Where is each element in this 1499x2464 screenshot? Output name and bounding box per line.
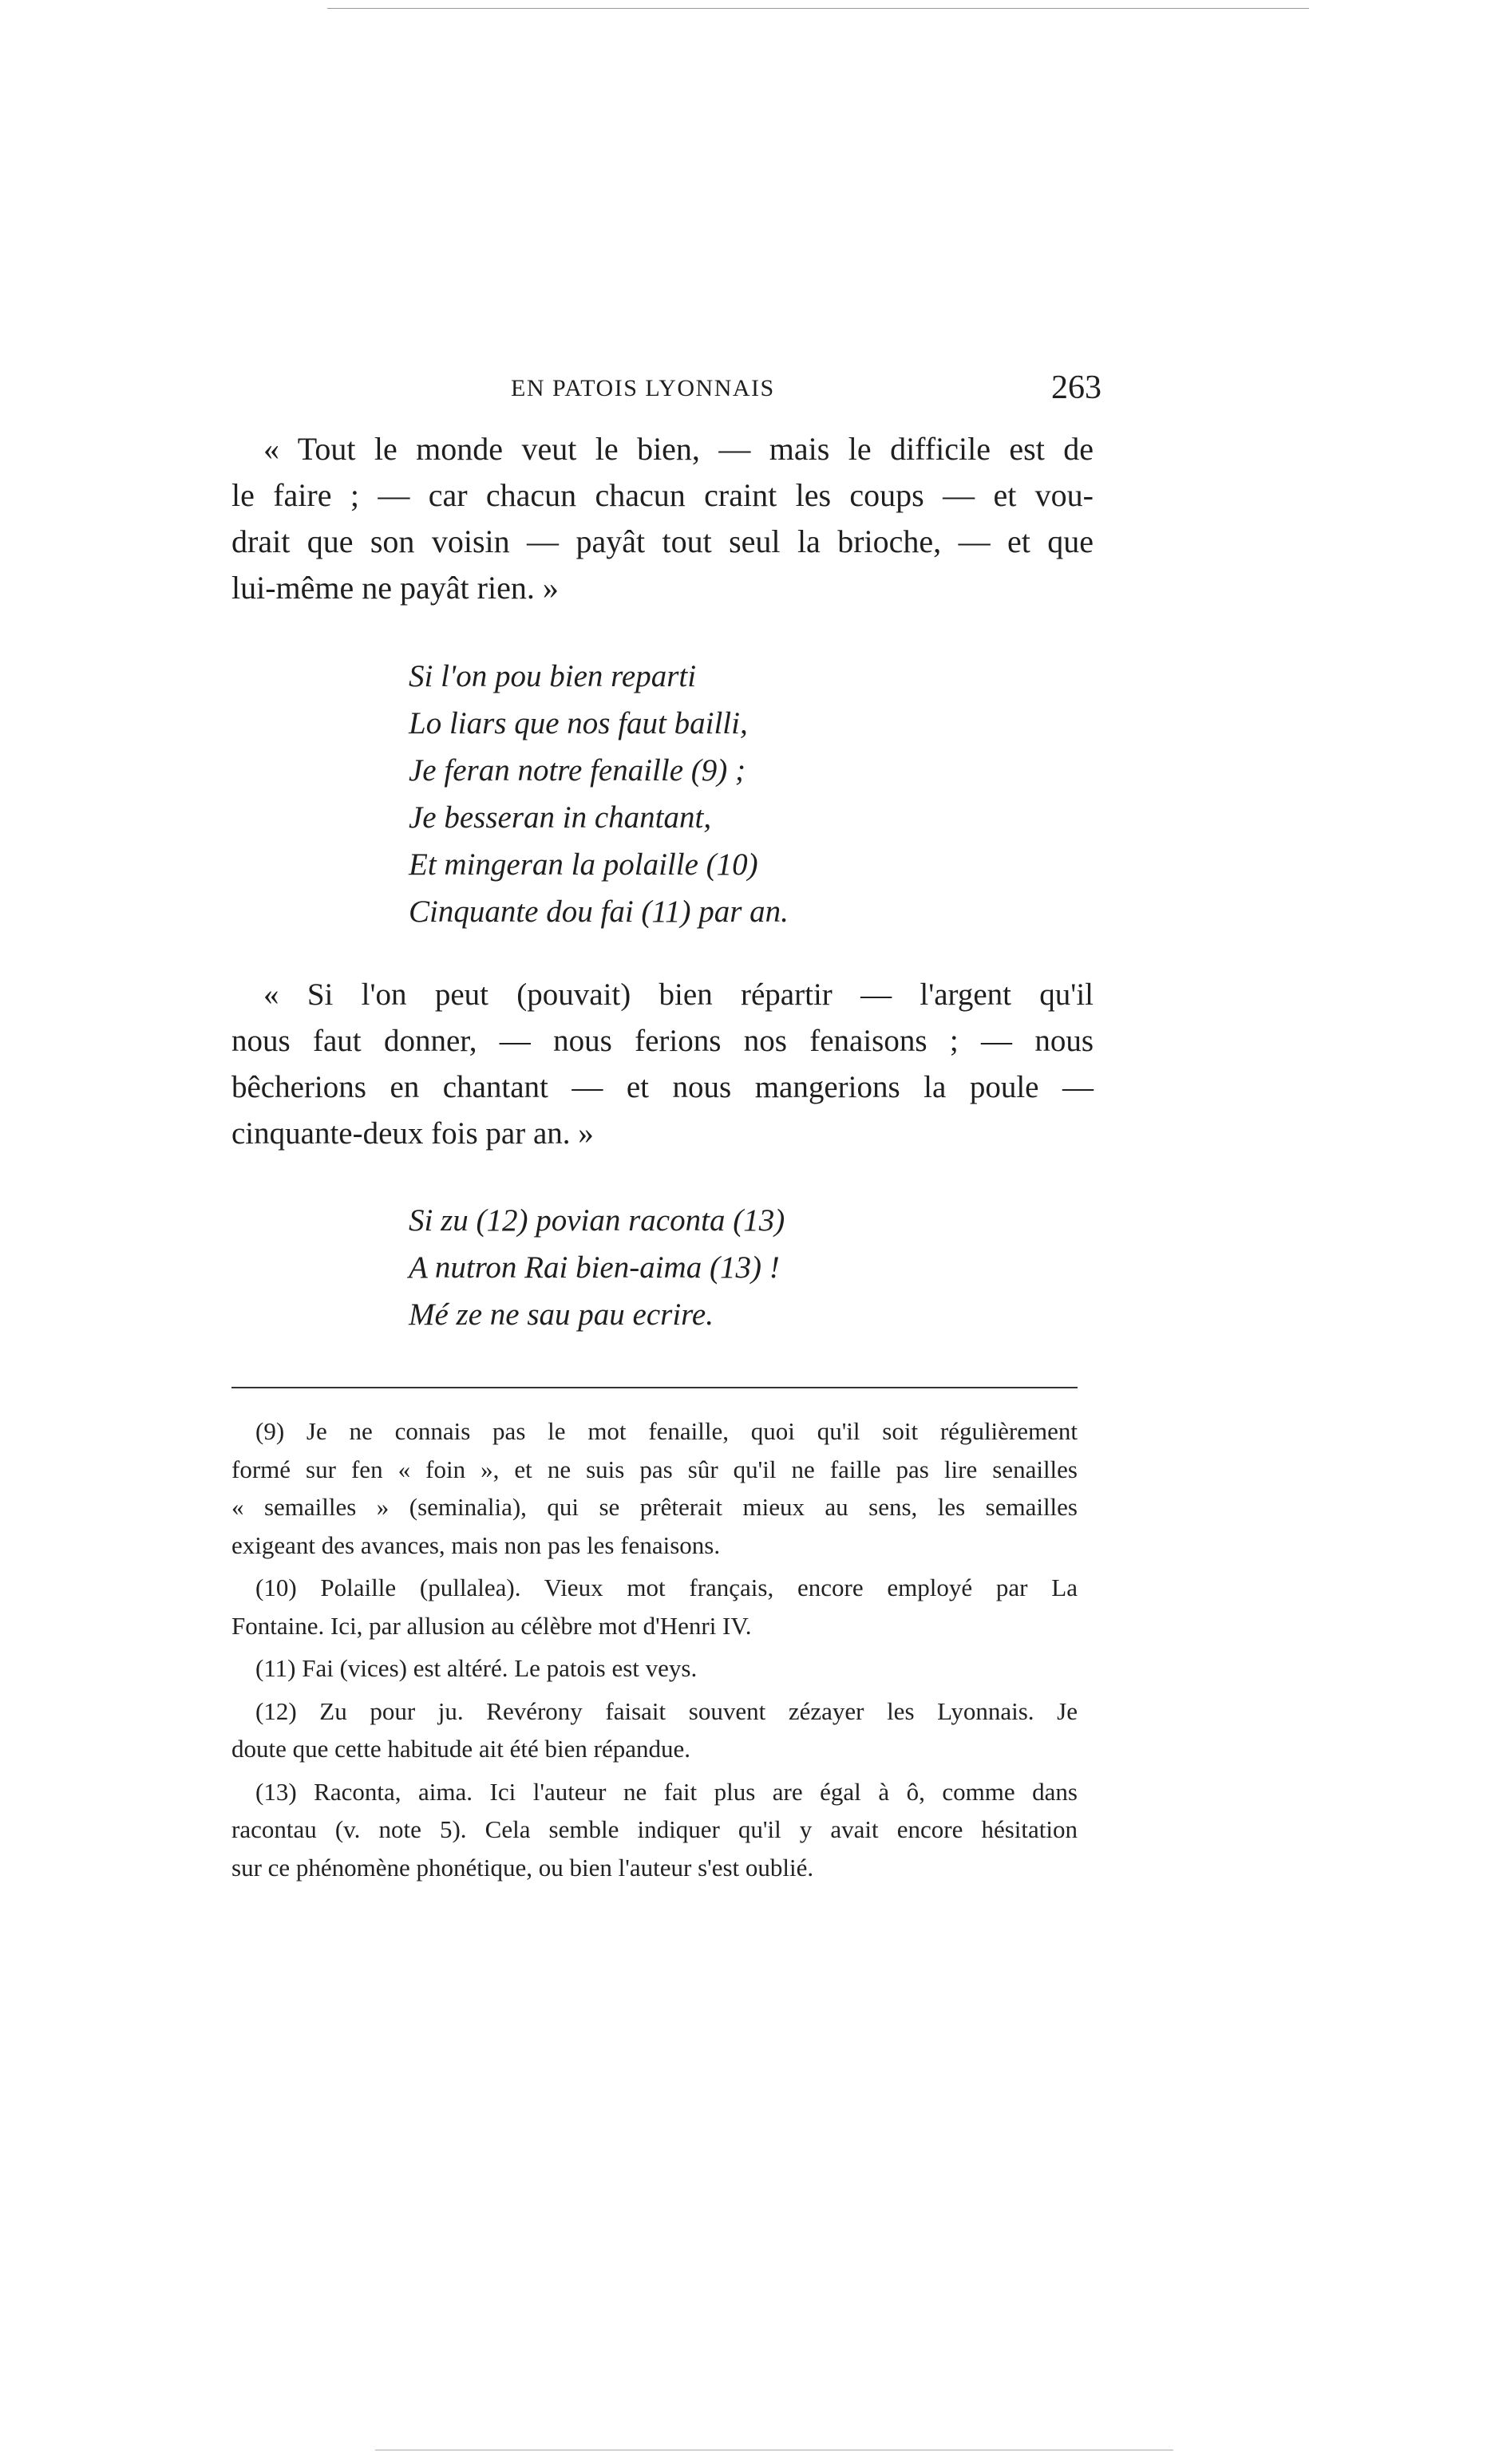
footnote-line: racontau (v. note 5). Cela semble indiquer qu'il y avait encore hésitation xyxy=(231,1815,1078,1843)
footnotes xyxy=(231,1412,1078,1886)
footnote-line: formé sur fen « foin », et ne suis pas sûr qu'il ne faille pas lire senailles xyxy=(231,1455,1078,1483)
footnote-10 xyxy=(231,1569,1078,1645)
verse-line: Lo liars que nos faut bailli, xyxy=(409,706,748,740)
footnote-line: (9) Je ne connais pas le mot fenaille, quoi qu'il soit régulièrement xyxy=(255,1417,1078,1445)
running-head: EN PATOIS LYONNAIS xyxy=(511,375,775,401)
prose-translation-2 xyxy=(231,972,1094,1157)
footnote-line: (13) Raconta, aima. Ici l'auteur ne fait plus are égal à ô, comme dans xyxy=(255,1777,1078,1806)
patois-verse-2 xyxy=(409,1197,785,1338)
prose-line: le faire ; — car chacun chacun craint les coups — et vou- xyxy=(231,477,1094,513)
footnote-11 xyxy=(231,1649,1078,1688)
prose-line: « Si l'on peut (pouvait) bien répartir — l'argent qu'il xyxy=(263,977,1094,1012)
verse-line: Je feran notre fenaille (9) ; xyxy=(409,753,746,788)
footnote-9 xyxy=(231,1412,1078,1564)
verse-line: Cinquante dou fai (11) par an. xyxy=(409,894,789,929)
footnote-line: sur ce phénomène phonétique, ou bien l'auteur s'est oublié. xyxy=(231,1853,814,1882)
verse-line: Si l'on pou bien reparti xyxy=(409,659,697,693)
scan-edge-top xyxy=(327,8,1309,9)
footnote-line: Fontaine. Ici, par allusion au célèbre mot d'Henri IV. xyxy=(231,1611,752,1640)
footnote-13 xyxy=(231,1773,1078,1887)
page-number: 263 xyxy=(1051,369,1102,406)
prose-translation-1 xyxy=(231,426,1094,611)
prose-line: nous faut donner, — nous ferions nos fenaisons ; — nous xyxy=(231,1024,1094,1058)
footnote-line: (10) Polaille (pullalea). Vieux mot français, encore employé par La xyxy=(255,1574,1078,1601)
footnote-line: (11) Fai (vices) est altéré. Le patois est veys. xyxy=(255,1654,698,1682)
footnote-12 xyxy=(231,1692,1078,1768)
footnote-line: doute que cette habitude ait été bien répandue. xyxy=(231,1735,690,1763)
verse-line: Si zu (12) povian raconta (13) xyxy=(409,1203,785,1238)
prose-line: drait que son voisin — payât tout seul la brioche, — et que xyxy=(231,523,1094,559)
prose-line: bêcherions en chantant — et nous mangerions la poule — xyxy=(231,1070,1094,1104)
verse-line: A nutron Rai bien-aima (13) ! xyxy=(409,1250,780,1285)
prose-line: cinquante-deux fois par an. » xyxy=(231,1116,594,1151)
verse-line: Mé ze ne sau pau ecrire. xyxy=(409,1297,714,1332)
page-header xyxy=(231,369,1102,417)
footnote-line: « semailles » (seminalia), qui se prêterait mieux au sens, les semailles xyxy=(231,1493,1078,1521)
patois-verse-1 xyxy=(409,653,789,935)
footnote-line: exigeant des avances, mais non pas les fenaisons. xyxy=(231,1530,721,1559)
prose-line: « Tout le monde veut le bien, — mais le difficile est de xyxy=(263,431,1094,467)
footnote-rule xyxy=(231,1387,1078,1388)
verse-line: Je besseran in chantant, xyxy=(409,800,712,835)
footnote-line: (12) Zu pour ju. Revérony faisait souvent zézayer les Lyonnais. Je xyxy=(255,1696,1078,1725)
prose-line: lui-même ne payât rien. » xyxy=(231,570,559,606)
verse-line: Et mingeran la polaille (10) xyxy=(409,847,758,882)
